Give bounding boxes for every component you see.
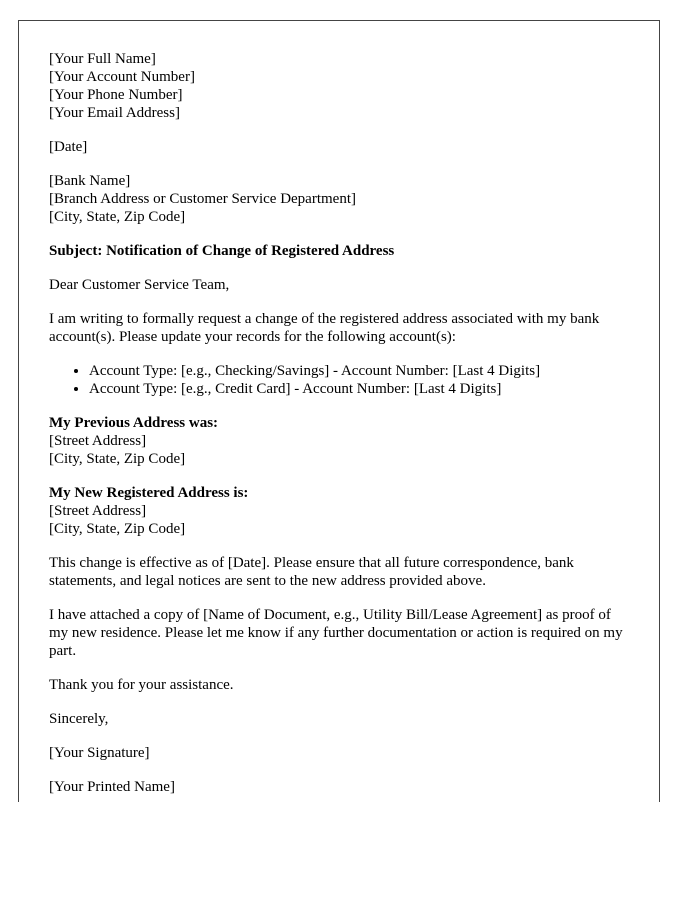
sender-block xyxy=(49,50,629,122)
closing-line: Sincerely, xyxy=(49,711,109,727)
intro-paragraph: I am writing to formally request a change of the registered address associated with my bank account(s). Please update your records for the following account(s): xyxy=(49,311,600,345)
printed-name-placeholder: [Your Printed Name] xyxy=(49,779,175,795)
new-address-city-state-zip: [City, State, Zip Code] xyxy=(49,521,186,537)
recipient-branch: [Branch Address or Customer Service Department] xyxy=(49,191,356,207)
attachment-paragraph: I have attached a copy of [Name of Document, e.g., Utility Bill/Lease Agreement] as proof of my new residence. Please let me know if any further documentation or action is required on my part. xyxy=(49,607,623,659)
new-address-street: [Street Address] xyxy=(49,503,147,519)
salutation: Dear Customer Service Team, xyxy=(49,277,230,293)
letter-date: [Date] xyxy=(49,139,88,155)
subject-line xyxy=(49,242,629,260)
account-list xyxy=(49,362,629,398)
sender-full-name: [Your Full Name] xyxy=(49,51,156,67)
previous-address-street: [Street Address] xyxy=(49,433,147,449)
account-list-item: • Account Type: [e.g., Credit Card] - Account Number: [Last 4 Digits] xyxy=(89,380,629,398)
previous-address-heading: My Previous Address was: xyxy=(49,415,219,431)
previous-address-city-state-zip: [City, State, Zip Code] xyxy=(49,451,186,467)
signature-placeholder: [Your Signature] xyxy=(49,745,150,761)
subject-text: Subject: Notification of Change of Registered Address xyxy=(49,243,395,259)
previous-address-block xyxy=(49,414,629,468)
new-address-heading: My New Registered Address is: xyxy=(49,485,249,501)
recipient-city-state-zip: [City, State, Zip Code] xyxy=(49,209,186,225)
thanks-line: Thank you for your assistance. xyxy=(49,677,234,693)
sender-account-number: [Your Account Number] xyxy=(49,69,195,85)
sender-email: [Your Email Address] xyxy=(49,105,180,121)
recipient-block xyxy=(49,172,629,226)
effective-paragraph: This change is effective as of [Date]. Please ensure that all future correspondence, bank statements, and legal notices are sent to the new address provided above. xyxy=(49,555,574,589)
letter-page xyxy=(18,20,660,802)
account-list-item: • Account Type: [e.g., Checking/Savings] - Account Number: [Last 4 Digits] xyxy=(89,362,629,380)
recipient-bank-name: [Bank Name] xyxy=(49,173,131,189)
new-address-block xyxy=(49,484,629,538)
sender-phone: [Your Phone Number] xyxy=(49,87,183,103)
